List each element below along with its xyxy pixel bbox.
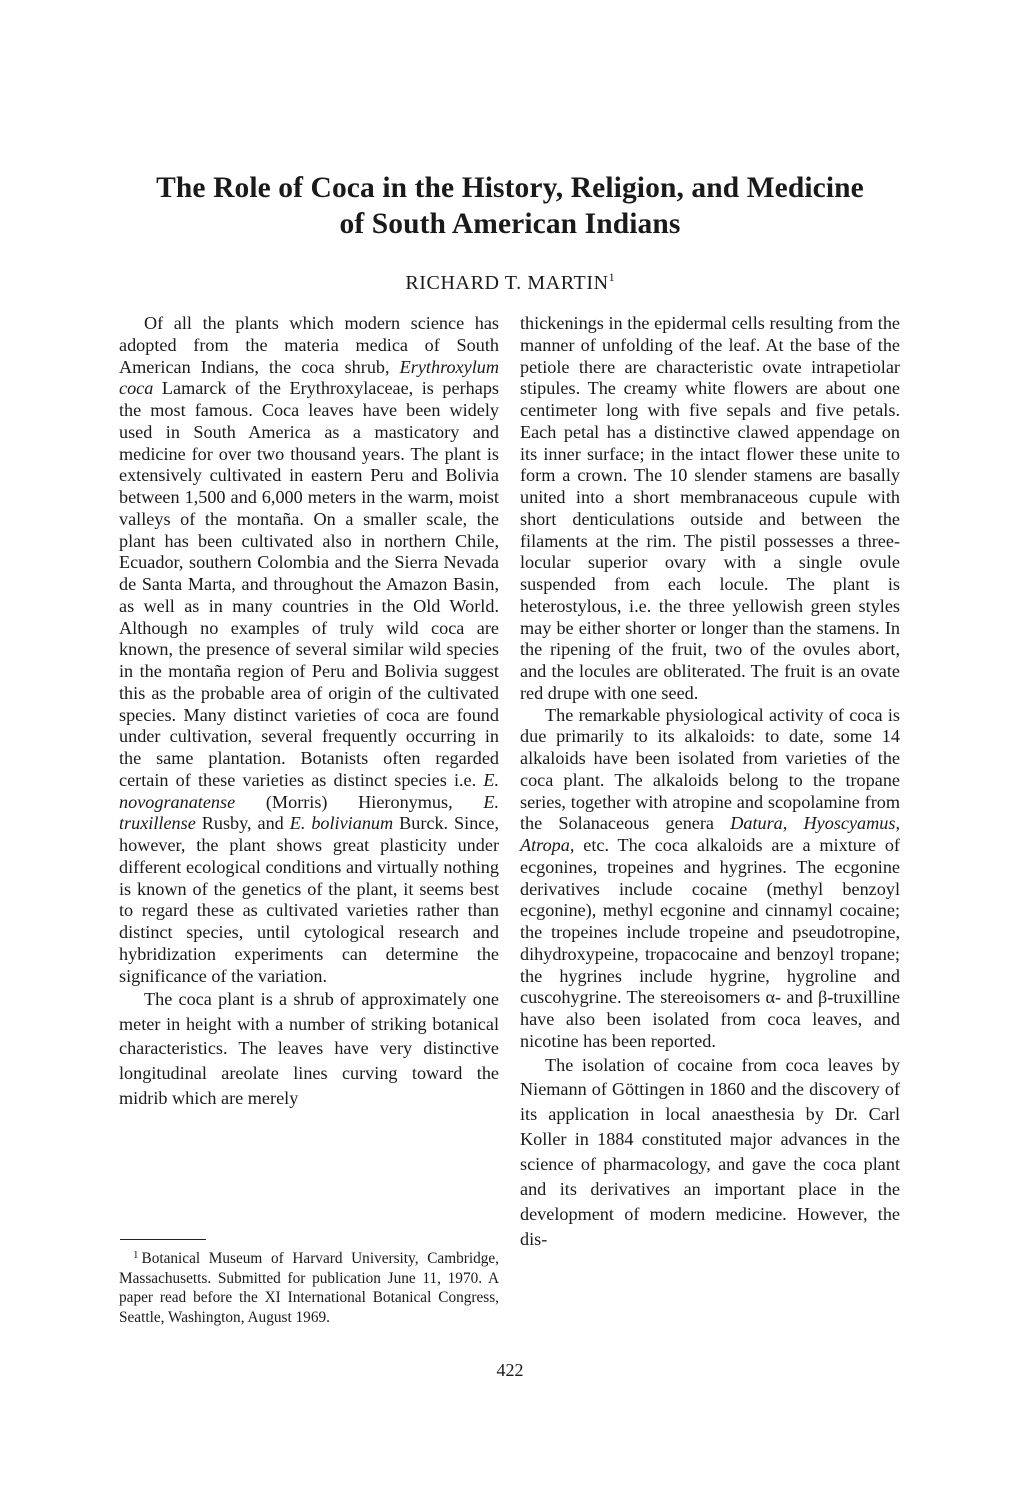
genus-names: Datura, Hyoscyamus, Atropa,: [520, 813, 900, 855]
left-column: [119, 313, 499, 1110]
author-name: RICHARD T. MARTIN: [405, 272, 609, 294]
left-paragraph-1: [119, 313, 499, 987]
species-name: E. novogranatense: [119, 769, 499, 812]
article-title-line-1: The Role of Coca in the History, Religion, and Medicine: [156, 172, 864, 204]
right-paragraph-1: thickenings in the epidermal cells resulting from the manner of unfolding of the leaf. At the base of the petiole there are characteristic ovate intrapetiolar stipules. The creamy white flowers are about one centimeter long with five sepals and five petals. Each petal has a distinctive clawed appendage on its inner surface; in the intact flower these unite to form a crown. The 10 slender stamens are basally united into a short membranaceous cupule with short denticulations outside and between the filaments at the rim. The pistil possesses a three-locular superior ovary with a single ovule suspended from each locule. The plant is heterostylous, i.e. the three yellowish green styles may be either shorter or longer than the stamens. In the ripening of the fruit, two of the ovules abort, and the locules are obliterated. The fruit is an ovate red drupe with one seed.: [520, 313, 900, 703]
species-name: E. truxillense: [119, 791, 499, 834]
article-title-line-2: of South American Indians: [339, 208, 681, 240]
article-title: [0, 170, 1020, 242]
species-name: E. bolivianum: [289, 813, 394, 834]
text-run: etc. The coca alkaloids are a mixture of ecgonines, tropeines and hygrines. The ecgonine derivatives include cocaine (methyl benzoyl ecgonine), methyl ecgonine and cinnamyl cocaine; the tropeines include tropeine and pseudotropine, dihydroxypeine, tropacocaine and benzoyl tropane; the hygrines include hygrine, hygroline and cuscohygrine. The stereoisomers α- and β-truxilline have also been isolated from coca leaves, and nicotine has been reported.: [520, 835, 900, 1051]
footnote-text: Botanical Museum of Harvard University, Cambridge, Massachusetts. Submitted for publication June 11, 1970. A paper read before the XI International Botanical Congress, Seattle, Washington, August 1969.: [119, 1250, 499, 1326]
page-number: 422: [496, 1360, 524, 1380]
footnote-rule: [120, 1239, 206, 1240]
species-name: Erythroxylum coca: [119, 356, 499, 399]
right-paragraph-2: [520, 705, 900, 1053]
text-run: The remarkable physiological activity of coca is due primarily to its alkaloids: to date, some 14 alkaloids have been isolated from varieties of the coca plant. The alkaloids belong to the tropane series, together with atropine and scopolamine from the Solanaceous genera: [520, 704, 900, 834]
right-paragraph-3: The isolation of cocaine from coca leaves by Niemann of Göttingen in 1860 and the discovery of its application in local anaesthesia by Dr. Carl Koller in 1884 constituted major advances in the science of pharmacology, and gave the coca plant and its derivatives an important place in the development of modern medicine. However, the dis-: [520, 1054, 900, 1249]
text-run: Burck. Since, however, the plant shows great plasticity under different ecological conditions and virtually nothing is known of the genetics of the plant, it seems best to regard these as cultivated varieties rather than distinct species, until cytological research and hybridization experiments can determine the significance of the variation.: [119, 813, 499, 986]
text-run: Rusby, and: [195, 813, 290, 834]
author-byline: [0, 270, 1020, 295]
right-column: [520, 313, 900, 1252]
author-footnote-mark: 1: [608, 270, 615, 284]
footnote: [119, 1246, 499, 1327]
text-run: (Morris) Hieronymus,: [235, 791, 484, 812]
text-run: Lamarck of the Erythroxylaceae, is perhaps the most famous. Coca leaves have been widely used in South America as a masticatory and medicine for over two thousand years. The plant is extensively cultivated in eastern Peru and Bolivia between 1,500 and 6,000 meters in the warm, moist valleys of the montaña. On a smaller scale, the plant has been cultivated also in northern Chile, Ecuador, southern Colombia and the Sierra Nevada de Santa Marta, and throughout the Amazon Basin, as well as in many countries in the Old World. Although no examples of truly wild coca are known, the presence of several similar wild species in the montaña region of Peru and Bolivia suggest this as the probable area of origin of the cultivated species. Many distinct varieties of coca are found under cultivation, several frequently occurring in the same plantation. Botanists often regarded certain of these varieties as distinct species i.e.: [119, 378, 499, 790]
text-run: Of all the plants which modern science has adopted from the materia medica of South American Indians, the coca shrub,: [119, 313, 499, 377]
footnote-mark: 1: [133, 1249, 139, 1261]
left-paragraph-2: The coca plant is a shrub of approximately one meter in height with a number of striking botanical characteristics. The leaves have very distinctive longitudinal areolate lines curving toward the midrib which are merely: [119, 989, 499, 1108]
